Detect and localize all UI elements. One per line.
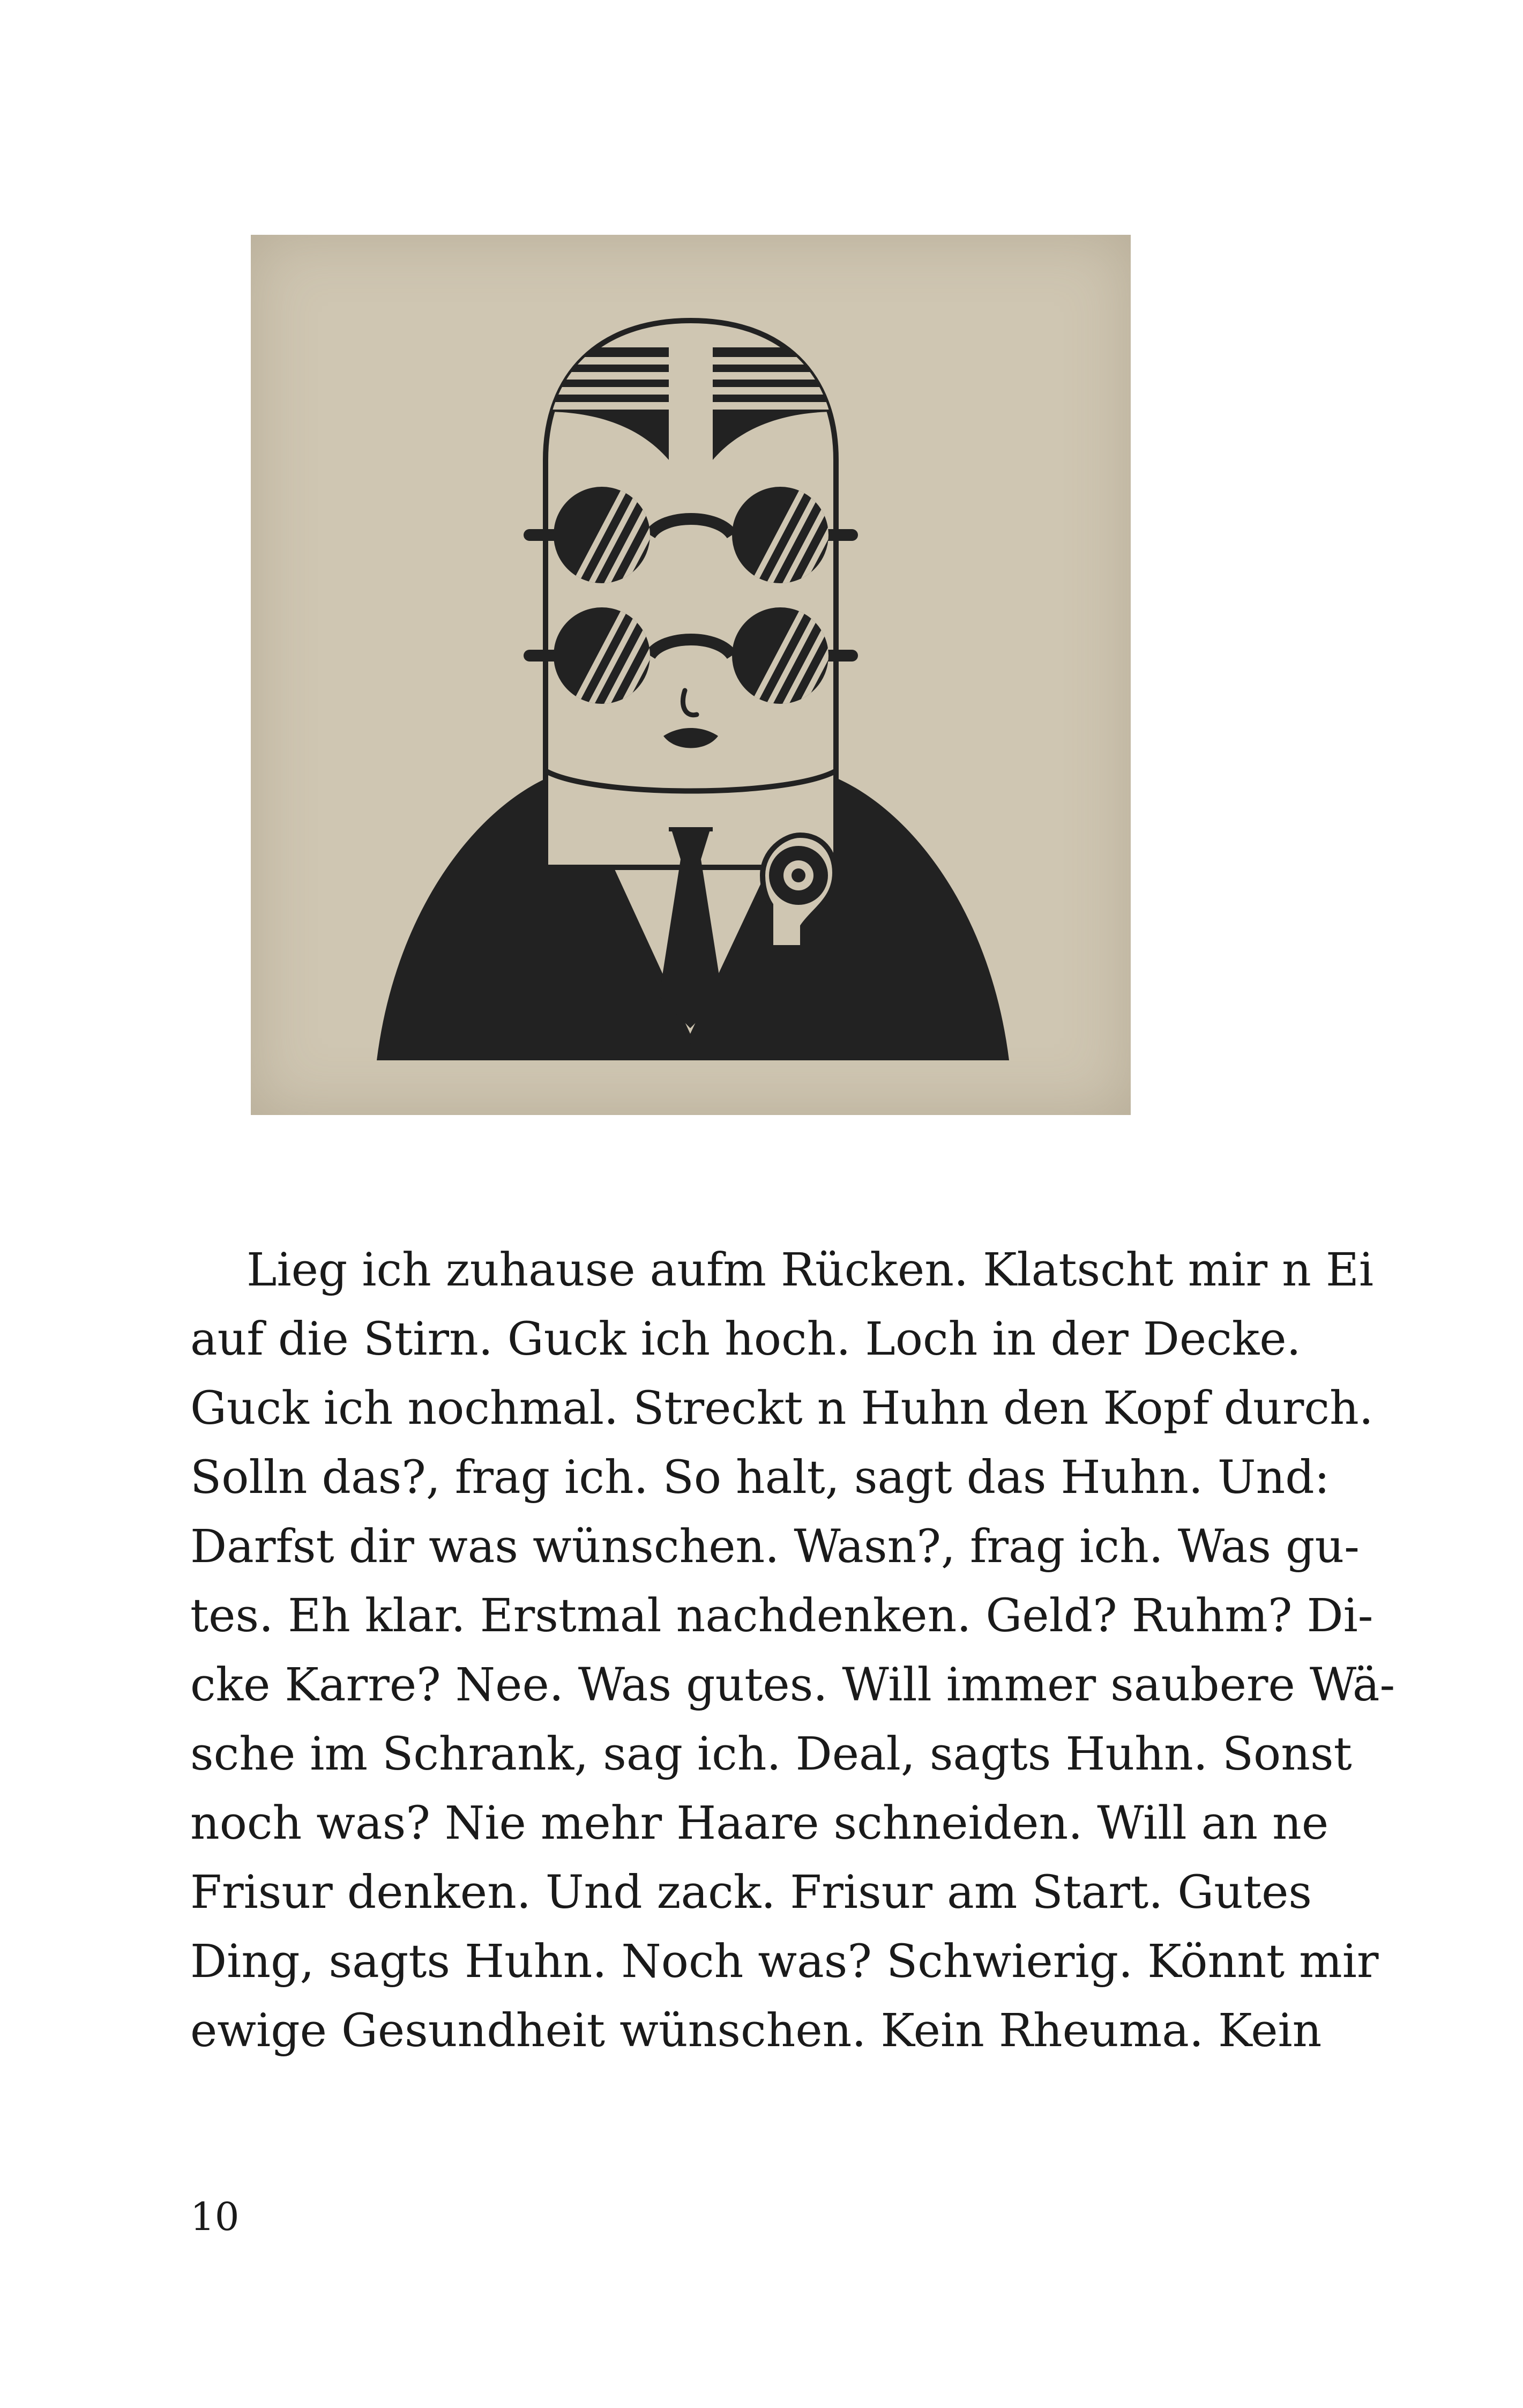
text-line: noch was? Nie mehr Haare schneiden. Will an ne <box>190 1797 1329 1850</box>
text-line: Guck ich nochmal. Streckt n Huhn den Kopf durch. <box>190 1382 1373 1435</box>
text-line: auf die Stirn. Guck ich hoch. Loch in der Decke. <box>190 1313 1301 1366</box>
text-line: Ding, sagts Huhn. Noch was? Schwierig. Könnt mir <box>190 1935 1379 1988</box>
page-number: 10 <box>190 2194 240 2239</box>
body-text <box>190 1236 1395 2065</box>
text-line: Solln das?, frag ich. So halt, sagt das Huhn. Und: <box>190 1451 1330 1504</box>
text-line: Lieg ich zuhause aufm Rücken. Klatscht mir n Ei <box>247 1244 1374 1297</box>
text-line: Frisur denken. Und zack. Frisur am Start. Gutes <box>190 1866 1312 1919</box>
illustration <box>251 235 1131 1115</box>
text-line: tes. Eh klar. Erstmal nachdenken. Geld? Ruhm? Di- <box>190 1589 1373 1643</box>
text-line: sche im Schrank, sag ich. Deal, sagts Huhn. Sonst <box>190 1728 1352 1781</box>
text-line: cke Karre? Nee. Was gutes. Will immer saubere Wä- <box>190 1659 1395 1712</box>
text-line: ewige Gesundheit wünschen. Kein Rheuma. Kein <box>190 2004 1322 2057</box>
text-line: Darfst dir was wünschen. Wasn?, frag ich. Was gu- <box>190 1520 1360 1573</box>
agent-figure-illustration <box>251 235 1131 1115</box>
